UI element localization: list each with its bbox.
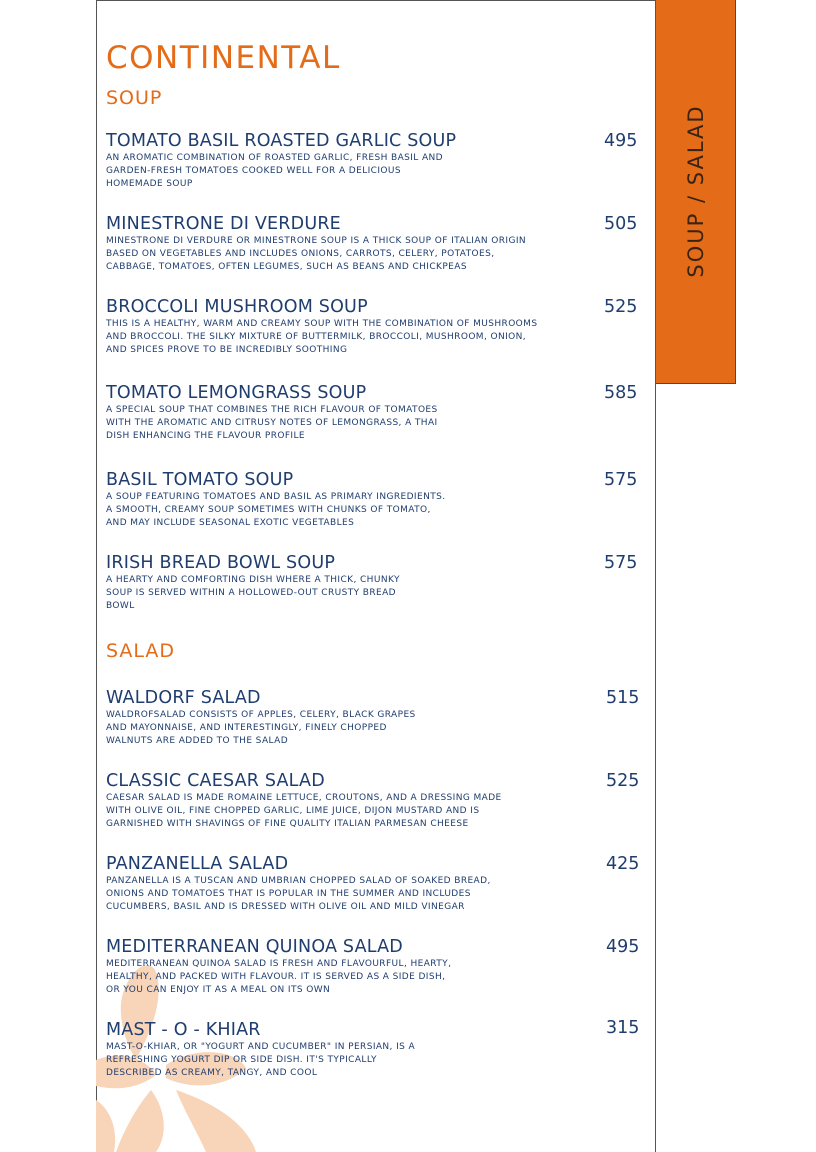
item-name: TOMATO LEMONGRASS SOUP [106, 383, 367, 403]
item-description: WALDROFSALAD CONSISTS OF APPLES, CELERY, BLACK GRAPES AND MAYONNAISE, AND INTERESTINGLY, FINELY CHOPPED WALNUTS ARE ADDED TO THE SALAD [106, 710, 416, 746]
menu-item [106, 853, 651, 914]
item-name: IRISH BREAD BOWL SOUP [106, 553, 336, 573]
menu-item [106, 552, 651, 613]
item-price: 585 [604, 383, 638, 403]
item-price: 315 [606, 1018, 640, 1038]
item-price: 515 [606, 688, 640, 708]
item-description: AN AROMATIC COMBINATION OF ROASTED GARLIC, FRESH BASIL AND GARDEN-FRESH TOMATOES COOKED WELL FOR A DELICIOUS HOMEMADE SOUP [106, 153, 443, 189]
item-name: CLASSIC CAESAR SALAD [106, 771, 325, 791]
menu-item [106, 130, 651, 191]
menu-item [106, 687, 651, 748]
item-description: A SOUP FEATURING TOMATOES AND BASIL AS PRIMARY INGREDIENTS. A SMOOTH, CREAMY SOUP SOMETIMES WITH CHUNKS OF TOMATO, AND MAY INCLUDE SEASONAL EXOTIC VEGETABLES [106, 492, 446, 528]
item-price: 575 [604, 553, 638, 573]
side-tab [656, 0, 736, 384]
section-heading-salad: SALAD [106, 640, 176, 662]
item-description: A SPECIAL SOUP THAT COMBINES THE RICH FLAVOUR OF TOMATOES WITH THE AROMATIC AND CITRUSY NOTES OF LEMONGRASS, A THAI DISH ENHANCING THE FLAVOUR PROFILE [106, 405, 438, 441]
item-description: PANZANELLA IS A TUSCAN AND UMBRIAN CHOPPED SALAD OF SOAKED BREAD, ONIONS AND TOMATOES THAT IS POPULAR IN THE SUMMER AND INCLUDES CUCUMBERS, BASIL AND IS DRESSED WITH OLIVE OIL AND MILD VINEGAR [106, 876, 491, 912]
page-title: CONTINENTAL [106, 40, 341, 76]
item-name: WALDORF SALAD [106, 688, 261, 708]
item-price: 495 [604, 131, 638, 151]
item-name: BROCCOLI MUSHROOM SOUP [106, 297, 368, 317]
item-name: MAST - O - KHIAR [106, 1020, 261, 1040]
menu-item [106, 936, 651, 997]
menu-item [106, 469, 651, 530]
menu-item [106, 382, 651, 443]
item-description: THIS IS A HEALTHY, WARM AND CREAMY SOUP WITH THE COMBINATION OF MUSHROOMS AND BROCCOLI. THE SILKY MIXTURE OF BUTTERMILK, BROCCOLI, MUSHROOM, ONION, AND SPICES PROVE TO BE INCREDIBLY SOOTHING [106, 319, 538, 355]
menu-item [106, 296, 651, 357]
page-border-top [96, 0, 656, 1]
item-name: TOMATO BASIL ROASTED GARLIC SOUP [106, 131, 457, 151]
side-tab-label: SOUP / SALAD [683, 104, 708, 278]
item-description: CAESAR SALAD IS MADE ROMAINE LETTUCE, CROUTONS, AND A DRESSING MADE WITH OLIVE OIL, FINE CHOPPED GARLIC, LIME JUICE, DIJON MUSTARD AND IS GARNISHED WITH SHAVINGS OF FINE QUALITY ITALIAN PARMESAN CHEESE [106, 793, 502, 829]
item-price: 575 [604, 470, 638, 490]
item-price: 525 [604, 297, 638, 317]
item-name: MINESTRONE DI VERDURE [106, 214, 341, 234]
item-description: MAST-O-KHIAR, OR "YOGURT AND CUCUMBER" IN PERSIAN, IS A REFRESHING YOGURT DIP OR SIDE DISH. IT'S TYPICALLY DESCRIBED AS CREAMY, TANGY, AND COOL [106, 1042, 416, 1078]
item-description: MINESTRONE DI VERDURE OR MINESTRONE SOUP IS A THICK SOUP OF ITALIAN ORIGIN BASED ON VEGETABLES AND INCLUDES ONIONS, CARROTS, CELERY, POTATOES, CABBAGE, TOMATOES, OFTEN LEGUMES, SUCH AS BEANS AND CHICKPEAS [106, 236, 527, 272]
item-name: PANZANELLA SALAD [106, 854, 289, 874]
item-price: 425 [606, 854, 640, 874]
item-name: BASIL TOMATO SOUP [106, 470, 294, 490]
item-description: MEDITERRANEAN QUINOA SALAD IS FRESH AND FLAVOURFUL, HEARTY, HEALTHY, AND PACKED WITH FLAVOUR. IT IS SERVED AS A SIDE DISH, OR YOU CAN ENJOY IT AS A MEAL ON ITS OWN [106, 959, 452, 995]
menu-item [106, 1019, 651, 1080]
section-heading-soup: SOUP [106, 87, 163, 109]
menu-item [106, 213, 651, 274]
item-price: 495 [606, 937, 640, 957]
item-name: MEDITERRANEAN QUINOA SALAD [106, 937, 403, 957]
menu-item [106, 770, 651, 831]
item-price: 505 [604, 214, 638, 234]
item-description: A HEARTY AND COMFORTING DISH WHERE A THICK, CHUNKY SOUP IS SERVED WITHIN A HOLLOWED-OUT CRUSTY BREAD BOWL [106, 575, 400, 611]
item-price: 525 [606, 771, 640, 791]
